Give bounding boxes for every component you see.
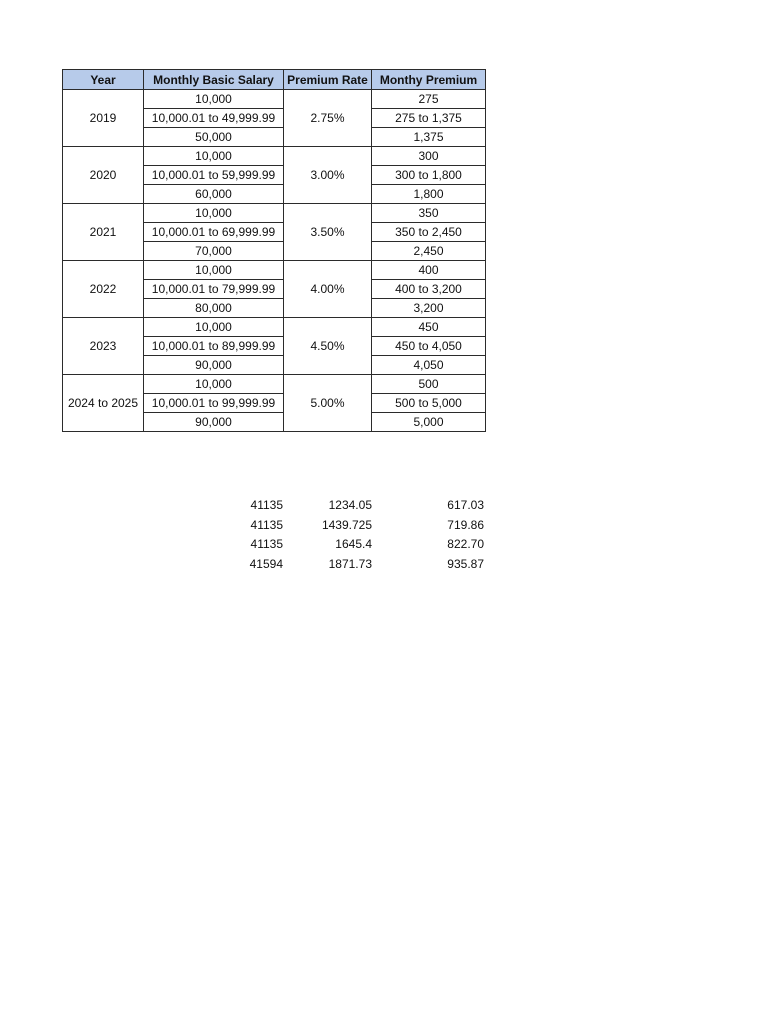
salary-cell: 10,000 — [144, 375, 284, 394]
extra-value-row — [200, 535, 490, 555]
table-body — [63, 90, 486, 432]
salary-cell: 90,000 — [144, 413, 284, 432]
salary-cell: 10,000 — [144, 318, 284, 337]
salary-cell: 10,000.01 to 69,999.99 — [144, 223, 284, 242]
year-cell: 2024 to 2025 — [63, 375, 144, 432]
monthly-premium-cell: 5,000 — [372, 413, 486, 432]
monthly-premium-cell: 275 to 1,375 — [372, 109, 486, 128]
extra-value-cell: 41135 — [250, 498, 283, 512]
monthly-premium-cell: 275 — [372, 90, 486, 109]
premium-rate-cell: 5.00% — [284, 375, 372, 432]
extra-value-cell: 1234.05 — [328, 498, 372, 512]
extra-value-cell: 617.03 — [447, 498, 484, 512]
table-row — [63, 261, 486, 280]
premium-rate-cell: 3.00% — [284, 147, 372, 204]
premium-rate-cell: 3.50% — [284, 204, 372, 261]
premium-rate-cell: 2.75% — [284, 90, 372, 147]
monthly-premium-cell: 400 — [372, 261, 486, 280]
monthly-premium-cell: 3,200 — [372, 299, 486, 318]
extra-value-cell: 719.86 — [447, 517, 484, 532]
monthly-premium-cell: 1,375 — [372, 128, 486, 147]
monthly-premium-cell: 500 to 5,000 — [372, 394, 486, 413]
header-year: Year — [63, 70, 144, 90]
salary-cell: 90,000 — [144, 356, 284, 375]
monthly-premium-cell: 1,800 — [372, 185, 486, 204]
extra-value-cell: 41594 — [249, 556, 283, 571]
salary-cell: 10,000.01 to 89,999.99 — [144, 337, 284, 356]
monthly-premium-cell: 400 to 3,200 — [372, 280, 486, 299]
monthly-premium-cell: 2,450 — [372, 242, 486, 261]
monthly-premium-cell: 450 — [372, 318, 486, 337]
salary-cell: 10,000 — [144, 90, 284, 109]
extra-value-cell: 1645.4 — [335, 537, 372, 551]
monthly-premium-cell: 300 — [372, 147, 486, 166]
year-cell: 2019 — [63, 90, 144, 147]
year-cell: 2022 — [63, 261, 144, 318]
salary-cell: 10,000 — [144, 147, 284, 166]
table-row — [63, 318, 486, 337]
extra-value-row — [200, 496, 490, 516]
salary-cell: 60,000 — [144, 185, 284, 204]
table-row — [63, 204, 486, 223]
extra-value-cell: 1871.73 — [328, 556, 372, 571]
salary-cell: 10,000.01 to 79,999.99 — [144, 280, 284, 299]
table-row — [63, 375, 486, 394]
salary-cell: 10,000 — [144, 261, 284, 280]
monthly-premium-cell: 450 to 4,050 — [372, 337, 486, 356]
table-header-row — [63, 70, 486, 90]
year-cell: 2021 — [63, 204, 144, 261]
extra-value-cell: 41135 — [250, 517, 283, 532]
salary-cell: 10,000.01 to 59,999.99 — [144, 166, 284, 185]
extra-value-row — [200, 555, 490, 575]
extra-values-block — [200, 496, 490, 574]
extra-value-row — [200, 516, 490, 536]
header-monthly-premium: Monthy Premium — [372, 70, 486, 90]
year-cell: 2023 — [63, 318, 144, 375]
table-row — [63, 90, 486, 109]
salary-cell: 10,000.01 to 99,999.99 — [144, 394, 284, 413]
premium-rate-table — [62, 69, 486, 432]
table-row — [63, 147, 486, 166]
extra-value-cell: 822.70 — [447, 537, 484, 551]
premium-rate-cell: 4.00% — [284, 261, 372, 318]
monthly-premium-cell: 4,050 — [372, 356, 486, 375]
salary-cell: 50,000 — [144, 128, 284, 147]
header-monthly-basic-salary: Monthly Basic Salary — [144, 70, 284, 90]
extra-value-cell: 41135 — [250, 537, 283, 551]
salary-cell: 10,000 — [144, 204, 284, 223]
salary-cell: 70,000 — [144, 242, 284, 261]
extra-value-cell: 1439.725 — [321, 517, 372, 532]
monthly-premium-cell: 300 to 1,800 — [372, 166, 486, 185]
monthly-premium-cell: 500 — [372, 375, 486, 394]
year-cell: 2020 — [63, 147, 144, 204]
monthly-premium-cell: 350 — [372, 204, 486, 223]
salary-cell: 80,000 — [144, 299, 284, 318]
monthly-premium-cell: 350 to 2,450 — [372, 223, 486, 242]
premium-rate-cell: 4.50% — [284, 318, 372, 375]
extra-value-cell: 935.87 — [447, 556, 484, 571]
salary-cell: 10,000.01 to 49,999.99 — [144, 109, 284, 128]
header-premium-rate: Premium Rate — [284, 70, 372, 90]
